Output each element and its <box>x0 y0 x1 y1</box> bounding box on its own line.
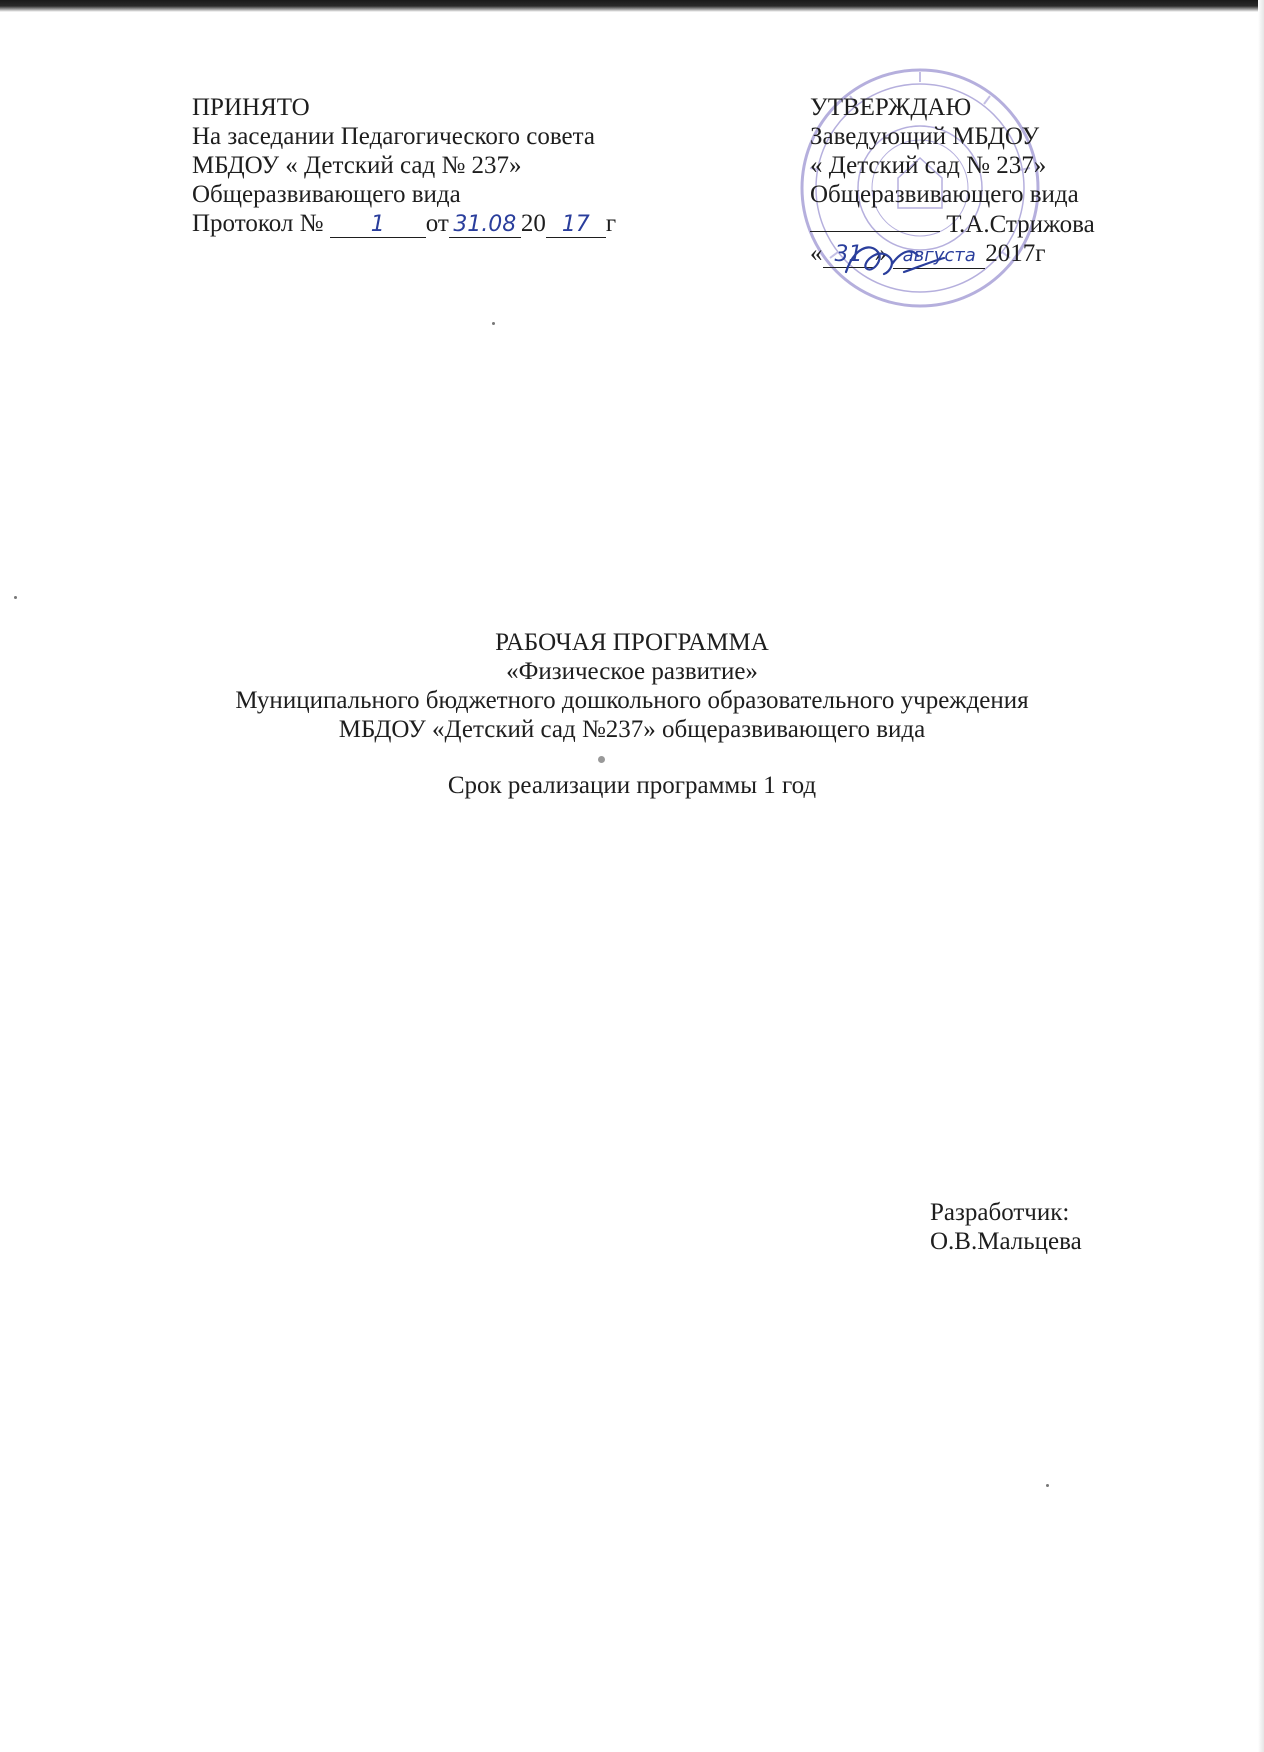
approve-heading: УТВЕРЖДАЮ <box>810 94 972 121</box>
year-unit: г <box>605 210 617 237</box>
date-month-field: августа <box>893 244 985 269</box>
approval-date-line <box>810 239 1095 269</box>
institution-line: МБДОУ « Детский сад № 237» <box>192 152 522 179</box>
scan-top-edge <box>0 0 1264 12</box>
council-line: На заседании Педагогического совета <box>192 123 595 150</box>
head-position-line: Заведующий МБДОУ <box>810 123 1040 150</box>
protocol-number-field: 1 <box>330 213 426 238</box>
signer-line <box>810 209 1095 239</box>
speck <box>1046 1484 1049 1487</box>
accepted-block <box>192 93 616 238</box>
protocol-prefix: Протокол № <box>192 210 324 237</box>
protocol-date-field: 31.08 <box>449 213 521 238</box>
developer-block <box>930 1198 1082 1256</box>
date-close-quote: » <box>874 240 887 267</box>
institution-full-name: Муниципального бюджетного дошкольного образовательного учреждения <box>235 687 1029 714</box>
date-day-field: 31 <box>823 243 875 268</box>
developer-label: Разработчик: <box>930 1199 1070 1226</box>
speck <box>492 322 495 325</box>
date-year: 2017г <box>985 240 1046 267</box>
program-title: РАБОЧАЯ ПРОГРАММА <box>495 629 769 656</box>
institution-short-name: МБДОУ «Детский сад №237» общеразвивающего вида <box>338 716 926 743</box>
type-line: Общеразвивающего вида <box>192 181 461 208</box>
signature-blank <box>810 209 940 232</box>
accepted-heading: ПРИНЯТО <box>192 94 310 121</box>
from-label: от <box>425 210 449 237</box>
date-open-quote: « <box>810 240 823 267</box>
developer-name: О.В.Мальцева <box>930 1228 1082 1255</box>
approve-block <box>810 93 1095 269</box>
speck <box>14 596 17 599</box>
kindergarten-line: « Детский сад № 237» <box>810 152 1047 179</box>
speck <box>598 756 605 763</box>
program-duration: Срок реализации программы 1 год <box>447 772 817 799</box>
scan-right-edge <box>1258 0 1264 1752</box>
program-subject: «Физическое развитие» <box>506 658 758 685</box>
year-prefix: 20 <box>520 210 546 237</box>
type-line-right: Общеразвивающего вида <box>810 181 1079 208</box>
year-suffix-field: 17 <box>546 213 606 238</box>
signer-name: Т.А.Стрижова <box>946 211 1095 238</box>
protocol-line <box>192 209 616 238</box>
program-title-block <box>0 628 1264 800</box>
